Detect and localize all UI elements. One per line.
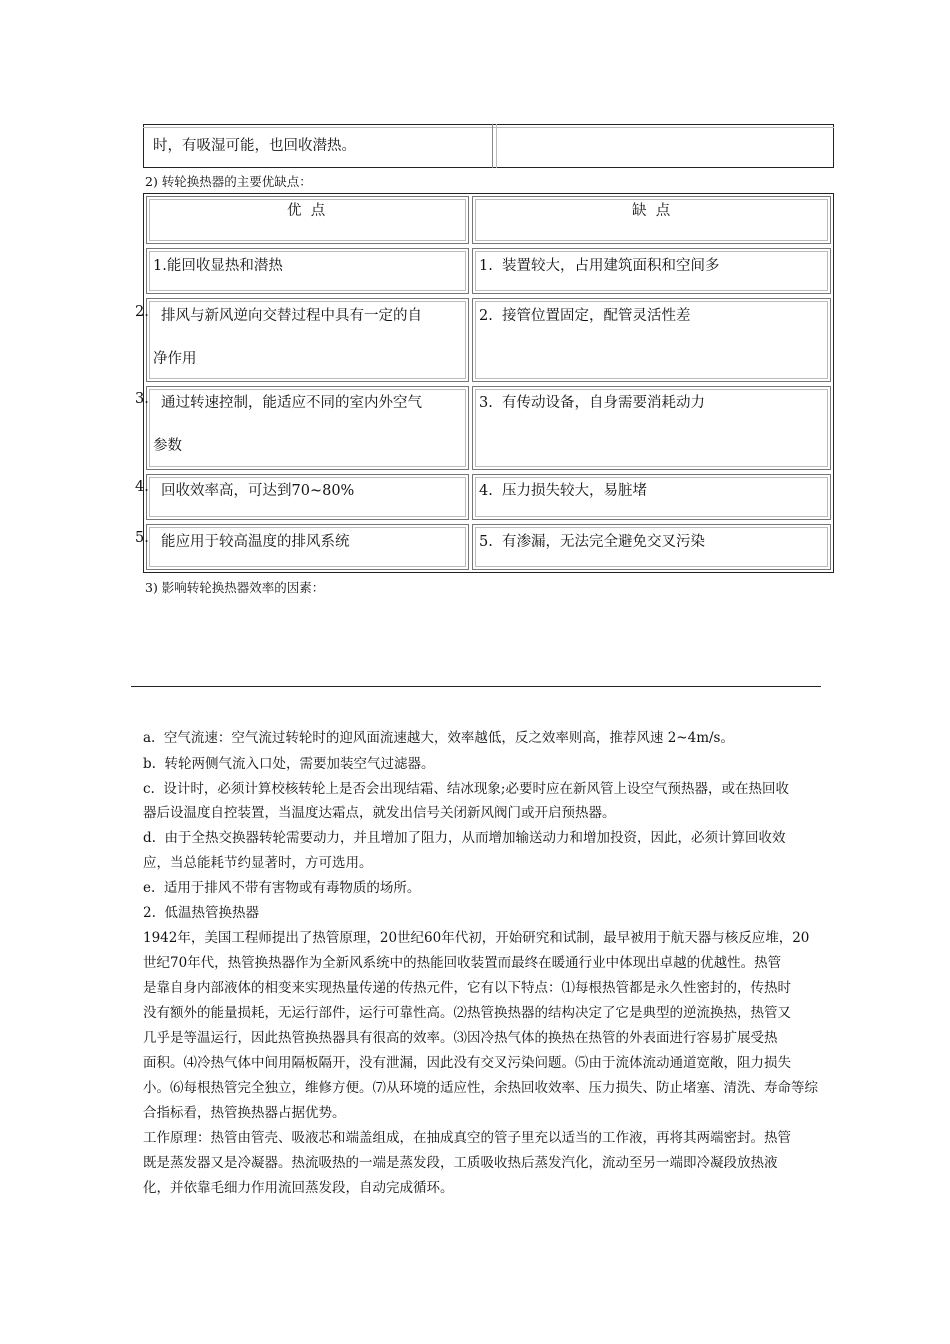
factor-c-line1: c. 设计时，必须计算校核转轮上是否会出现结霜、结冰现象;必要时应在新风管上设空气预热器，或在热回收 — [143, 781, 789, 797]
heat-pipe-line-2: 世纪70年代，热管换热器作为全新风系统中的热能回收装置而最终在暖通行业中体现出卓越的优越性。热管 — [143, 955, 782, 971]
top-table-divider — [492, 124, 493, 168]
table-row-2-pro-line2: 净作用 — [153, 351, 197, 367]
factor-c-line2: 器后设温度自控装置，当温度达霜点，就发出信号关闭新风阀门或开启预热器。 — [143, 805, 616, 821]
page-divider — [131, 686, 821, 687]
table-row-4-con: 4. 压力损失较大，易脏堵 — [479, 483, 648, 499]
table-row-5-pro-num: 5. — [135, 530, 149, 546]
heat-pipe-line-3: 是靠自身内部液体的相变来实现热量传递的传热元件，它有以下特点：⑴每根热管都是永久性密封的，传热时 — [143, 980, 791, 996]
factor-b: b. 转轮两侧气流入口处，需要加装空气过滤器。 — [143, 756, 435, 772]
table-row-3-con: 3. 有传动设备，自身需要消耗动力 — [479, 395, 706, 411]
section2-heading: 2) 转轮换热器的主要优缺点： — [145, 174, 312, 189]
principle-line-3: 化，并依靠毛细力作用流回蒸发段，自动完成循环。 — [143, 1180, 454, 1196]
heat-pipe-line-8: 合指标看，热管换热器占据优势。 — [143, 1105, 346, 1121]
table-row-2-con: 2. 接管位置固定，配管灵活性差 — [479, 308, 691, 324]
header-cons: 缺 点 — [632, 203, 671, 219]
table-row-1-con: 1. 装置较大，占用建筑面积和空间多 — [479, 258, 720, 274]
heat-pipe-line-7: 小。⑹每根热管完全独立，维修方便。⑺从环境的适应性，余热回收效率、压力损失、防止堵塞、清洗、寿命等综 — [143, 1080, 818, 1096]
heat-pipe-heading: 2. 低温热管换热器 — [143, 905, 259, 921]
table-row-5-pro-line1: 能应用于较高温度的排风系统 — [161, 534, 350, 550]
factor-d-line2: 应，当总能耗节约显著时，方可选用。 — [143, 855, 373, 871]
heat-pipe-line-4: 没有额外的能量损耗，无运行部件，运行可靠性高。⑵热管换热器的结构决定了它是典型的逆流换热，热管又 — [143, 1005, 791, 1021]
heat-pipe-line-5: 几乎是等温运行，因此热管换热器具有很高的效率。⑶因冷热气体的换热在热管的外表面进行容易扩展受热 — [143, 1030, 778, 1046]
top-table-rule — [143, 127, 834, 128]
factor-e: e. 适用于排风不带有害物或有毒物质的场所。 — [143, 880, 421, 896]
table-row-3-pro-num: 3. — [135, 391, 149, 407]
table-row-1-pro: 1.能回收显热和潜热 — [153, 258, 283, 274]
table-row-3-pro-line2: 参数 — [153, 438, 182, 454]
principle-line-2: 既是蒸发器又是冷凝器。热流吸热的一端是蒸发段，工质吸收热后蒸发汽化，流动至另一端即冷凝段放热液 — [143, 1155, 778, 1171]
header-pros: 优 点 — [287, 203, 326, 219]
table-row-2-pro-line1: 排风与新风逆向交替过程中具有一定的自 — [161, 308, 422, 324]
heat-pipe-line-6: 面积。⑷冷热气体中间用隔板隔开，没有泄漏，因此没有交叉污染问题。⑸由于流体流动通道宽敞，阻力损失 — [143, 1055, 791, 1071]
section3-heading: 3) 影响转轮换热器效率的因素： — [145, 580, 325, 595]
top-table-divider-2 — [496, 124, 497, 168]
principle-line-1: 工作原理：热管由管壳、吸液芯和端盖组成，在抽成真空的管子里充以适当的工作液，再将其两端密封。热管 — [143, 1130, 791, 1146]
table-row-4-pro-num: 4. — [135, 479, 149, 495]
factor-a: a. 空气流速：空气流过转轮时的迎风面流速越大，效率越低，反之效率则高，推荐风速 2~4m/s。 — [143, 730, 734, 746]
top-table-cell-text: 时，有吸湿可能，也回收潜热。 — [153, 138, 356, 154]
table-row-4-pro-line1: 回收效率高，可达到70~80% — [161, 483, 355, 499]
factor-d-line1: d. 由于全热交换器转轮需要动力，并且增加了阻力，从而增加输送动力和增加投资，因此，必须计算回收效 — [143, 830, 786, 846]
table-row-3-pro-line1: 通过转速控制，能适应不同的室内外空气 — [161, 395, 422, 411]
table-row-2-pro-num: 2. — [135, 304, 149, 320]
table-row-5-con: 5. 有渗漏，无法完全避免交叉污染 — [479, 534, 706, 550]
heat-pipe-line-1: 1942年，美国工程师提出了热管原理，20世纪60年代初，开始研究和试制，最早被用于航天器与核反应堆，20 — [143, 930, 810, 946]
